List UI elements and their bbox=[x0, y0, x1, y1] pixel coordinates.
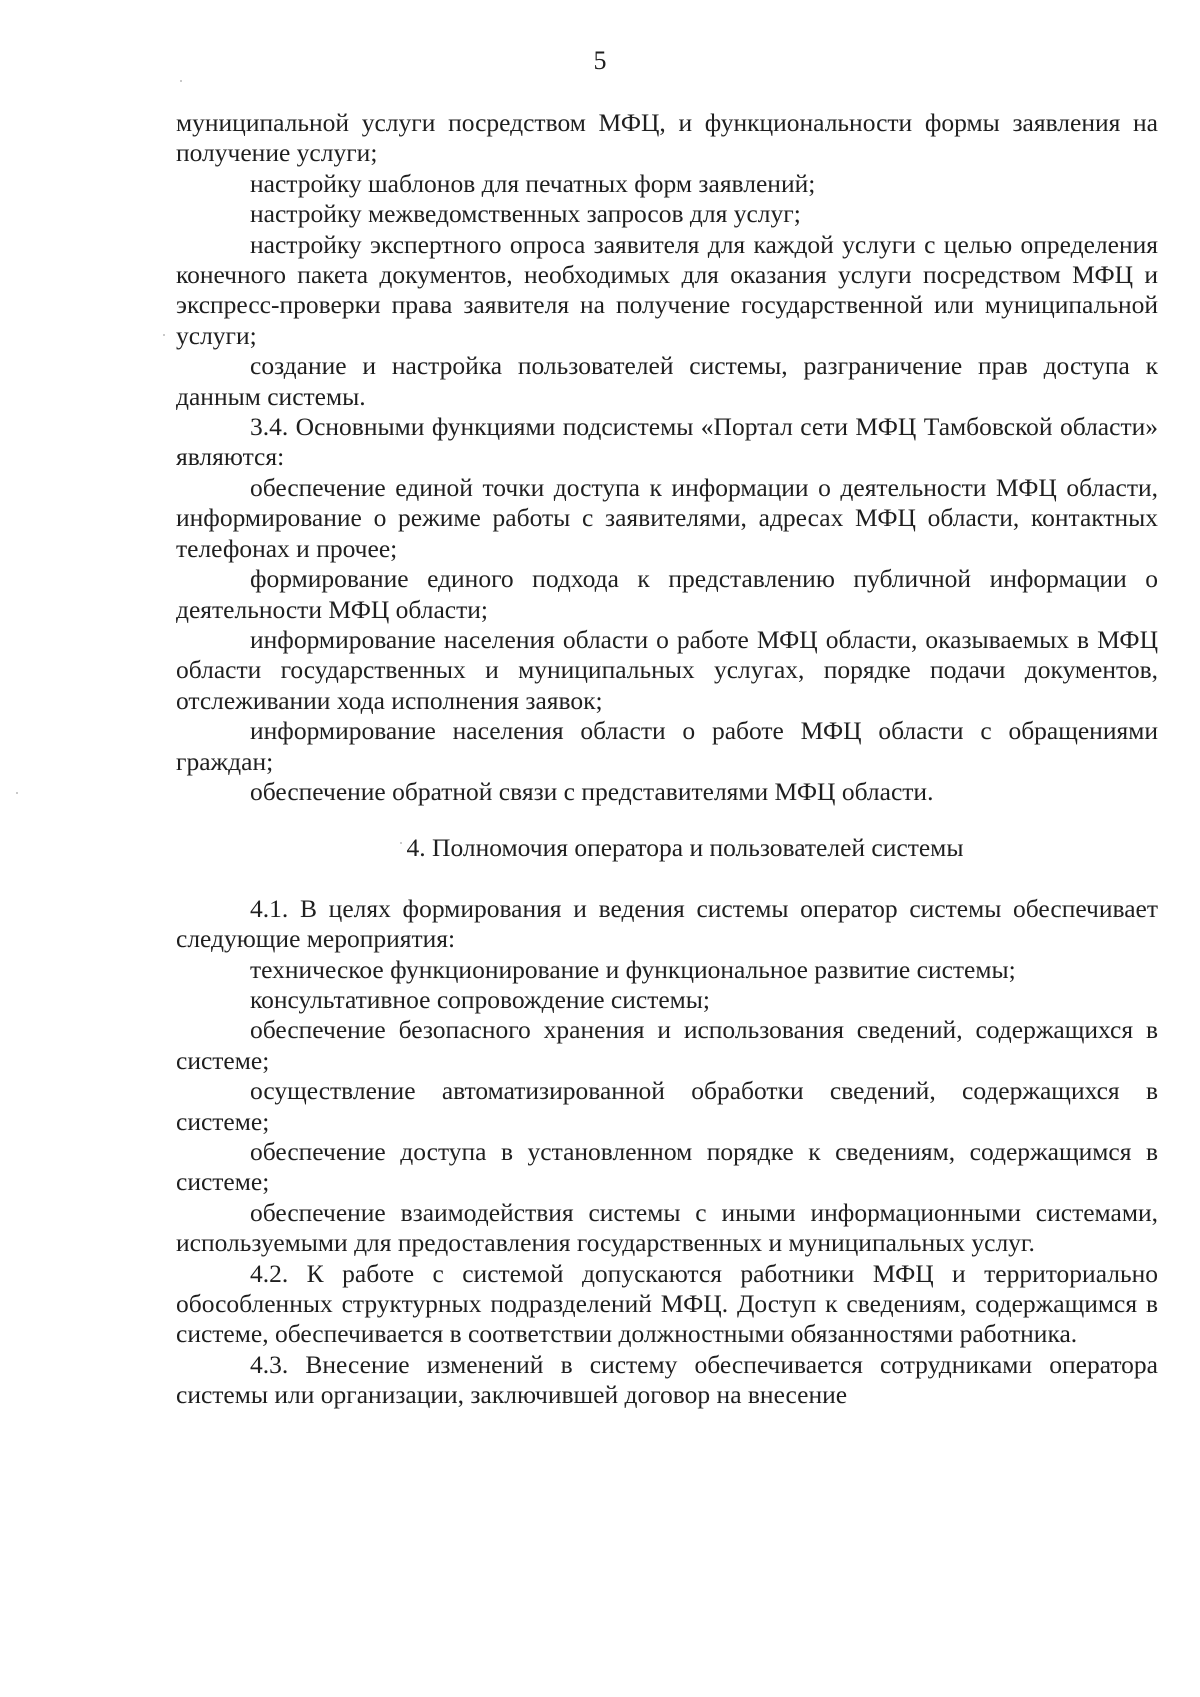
paragraph: создание и настройка пользователей системы, разграничение прав доступа к данным системы. bbox=[176, 351, 1158, 411]
paragraph: техническое функционирование и функциональное развитие системы; bbox=[250, 954, 1016, 984]
paragraph: 4.3. Внесение изменений в систему обеспечивается сотрудниками оператора системы или организации, заключившей договор на внесение bbox=[176, 1349, 1158, 1410]
paragraph: настройку шаблонов для печатных форм заявлений; bbox=[250, 168, 816, 198]
scan-speck bbox=[180, 80, 182, 82]
paragraph: настройку межведомственных запросов для услуг; bbox=[250, 199, 801, 229]
paragraph: обеспечение взаимодействия системы с иными информационными системами, используемыми для предоставления государственных и муниципальных услуг. bbox=[176, 1197, 1158, 1258]
paragraph: 4.1. В целях формирования и ведения системы оператор системы обеспечивает следующие мероприятия: bbox=[176, 893, 1158, 954]
paragraphs-after-heading bbox=[176, 894, 1158, 1411]
paragraph: осуществление автоматизированной обработки сведений, содержащихся в системе; bbox=[176, 1076, 1158, 1136]
scan-speck bbox=[16, 792, 18, 794]
document-body bbox=[176, 108, 1158, 1411]
paragraph: консультативное сопровождение системы; bbox=[250, 984, 711, 1014]
paragraph: 3.4. Основными функциями подсистемы «Портал сети МФЦ Тамбовской области» являются: bbox=[176, 412, 1158, 472]
paragraph: обеспечение обратной связи с представителями МФЦ области. bbox=[250, 776, 934, 806]
page-number: 5 bbox=[593, 46, 607, 75]
paragraph: 4.2. К работе с системой допускаются работники МФЦ и территориально обособленных структурных подразделений МФЦ. Доступ к сведениям, содержащимся в системе, обеспечивается в соответствии должностными обязанностями работника. bbox=[176, 1258, 1158, 1349]
paragraph: обеспечение единой точки доступа к информации о деятельности МФЦ области, информирование о режиме работы с заявителями, адресах МФЦ области, контактных телефонах и прочее; bbox=[176, 472, 1158, 563]
paragraphs-before-heading bbox=[176, 108, 1158, 807]
section-heading: 4. Полномочия оператора и пользователей системы bbox=[406, 833, 964, 863]
paragraph: информирование населения области о работе МФЦ области, оказываемых в МФЦ области государственных и муниципальных услугах, порядке подачи документов, отслеживании хода исполнения заявок; bbox=[176, 624, 1158, 715]
paragraph: обеспечение безопасного хранения и использования сведений, содержащихся в системе; bbox=[176, 1015, 1158, 1075]
paragraph: обеспечение доступа в установленном порядке к сведениям, содержащимся в системе; bbox=[176, 1137, 1158, 1197]
paragraph: формирование единого подхода к представлению публичной информации о деятельности МФЦ области; bbox=[176, 564, 1158, 624]
paragraph: информирование населения области о работе МФЦ области с обращениями граждан; bbox=[176, 716, 1158, 776]
paragraph: муниципальной услуги посредством МФЦ, и функциональности формы заявления на получение услуги; bbox=[176, 108, 1158, 168]
paragraph: настройку экспертного опроса заявителя для каждой услуги с целью определения конечного пакета документов, необходимых для оказания услуги посредством МФЦ и экспресс-проверки права заявителя на получение государственной или муниципальной услуги; bbox=[176, 229, 1158, 350]
scan-speck bbox=[163, 334, 165, 336]
